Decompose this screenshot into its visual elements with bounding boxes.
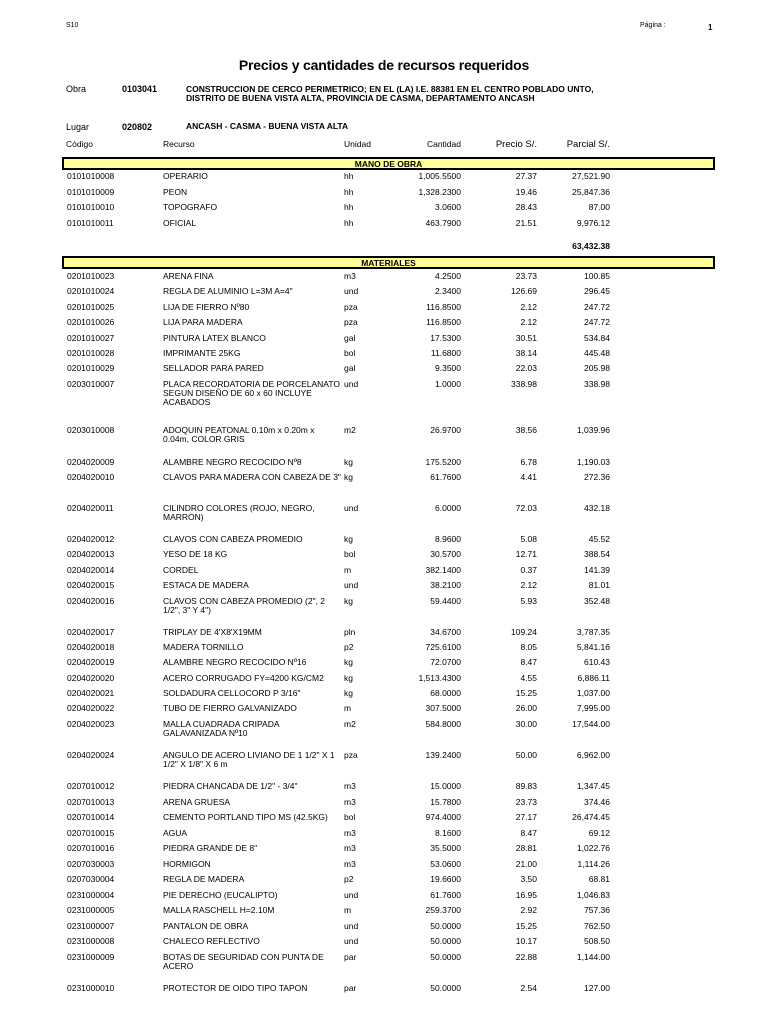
resource-quantity: 9.3500 xyxy=(435,363,461,373)
resource-unit: m3 xyxy=(344,781,356,791)
resource-code: 0201010029 xyxy=(67,363,115,373)
resource-code: 0204020023 xyxy=(67,719,115,729)
document-code: S10 xyxy=(66,22,79,29)
resource-price: 8.05 xyxy=(520,642,537,652)
resource-description: ESTACA DE MADERA xyxy=(163,580,249,590)
resource-price: 5.08 xyxy=(520,534,537,544)
resource-quantity: 974.4000 xyxy=(425,812,461,822)
column-header-code: Código xyxy=(66,139,93,149)
resource-description: TRIPLAY DE 4'X8'X19MM xyxy=(163,627,262,637)
resource-unit: m xyxy=(344,905,352,915)
resource-description: TUBO DE FIERRO GALVANIZADO xyxy=(163,703,297,713)
resource-partial: 45.52 xyxy=(588,534,610,544)
resource-price: 38.56 xyxy=(515,425,537,435)
resource-partial: 81.01 xyxy=(588,580,610,590)
resource-description: CLAVOS CON CABEZA PROMEDIO (2", 2 1/2", 3" Y 4") xyxy=(163,596,326,615)
resource-code: 0204020024 xyxy=(67,750,115,760)
resource-price: 2.12 xyxy=(520,580,537,590)
resource-description: PIEDRA CHANCADA DE 1/2" - 3/4" xyxy=(163,781,298,791)
resource-unit: pza xyxy=(344,302,358,312)
resource-description: ALAMBRE NEGRO RECOCIDO Nº8 xyxy=(163,457,302,467)
obra-description-line1: CONSTRUCCION DE CERCO PERIMETRICO; EN EL (LA) I.E. 88381 EN EL CENTRO POBLADO UNTO, xyxy=(186,84,594,94)
resource-partial: 100.85 xyxy=(584,271,610,281)
resource-partial: 1,190.03 xyxy=(576,457,610,467)
resource-price: 22.88 xyxy=(515,952,537,962)
resource-description: SOLDADURA CELLOCORD P 3/16" xyxy=(163,688,301,698)
resource-partial: 352.48 xyxy=(584,596,610,606)
resource-price: 23.73 xyxy=(515,271,537,281)
resource-unit: pln xyxy=(344,627,356,637)
resource-description: REGLA DE ALUMINIO L=3M A=4" xyxy=(163,286,293,296)
resource-code: 0201010028 xyxy=(67,348,115,358)
resource-quantity: 72.0700 xyxy=(430,657,461,667)
resource-description: IMPRIMANTE 25KG xyxy=(163,348,241,358)
resource-price: 126.69 xyxy=(511,286,537,296)
resource-code: 0201010025 xyxy=(67,302,115,312)
resource-code: 0207010016 xyxy=(67,843,115,853)
resource-description: CORDEL xyxy=(163,565,199,575)
resource-code: 0204020014 xyxy=(67,565,115,575)
resource-unit: p2 xyxy=(344,874,354,884)
resource-unit: bol xyxy=(344,348,356,358)
resource-partial: 610.43 xyxy=(584,657,610,667)
resource-partial: 26,474.45 xyxy=(572,812,610,822)
resource-quantity: 6.0000 xyxy=(435,503,461,513)
obra-code: 0103041 xyxy=(122,84,158,94)
resource-unit: bol xyxy=(344,549,356,559)
resource-code: 0207030003 xyxy=(67,859,115,869)
resource-description: REGLA DE MADERA xyxy=(163,874,245,884)
resource-unit: m2 xyxy=(344,719,356,729)
resource-description: PLACA RECORDATORIA DE PORCELANATO SEGUN DISEÑO DE 60 x 60 INCLUYE ACABADOS xyxy=(163,379,340,407)
resource-quantity: 8.9600 xyxy=(435,534,461,544)
resource-code: 0204020011 xyxy=(67,503,114,513)
resource-unit: kg xyxy=(344,673,353,683)
resource-price: 2.12 xyxy=(520,302,537,312)
resource-unit: und xyxy=(344,580,359,590)
resource-code: 0204020022 xyxy=(67,703,115,713)
resource-description: CILINDRO COLORES (ROJO, NEGRO, MARRON) xyxy=(163,503,315,522)
resource-description: PINTURA LATEX BLANCO xyxy=(163,333,266,343)
resource-price: 4.41 xyxy=(520,472,537,482)
resource-partial: 247.72 xyxy=(584,317,610,327)
resource-unit: und xyxy=(344,286,359,296)
resource-partial: 3,787.35 xyxy=(576,627,610,637)
resource-code: 0204020019 xyxy=(67,657,115,667)
resource-partial: 296.45 xyxy=(584,286,610,296)
resource-code: 0207030004 xyxy=(67,874,115,884)
resource-unit: pza xyxy=(344,750,358,760)
resource-code: 0231000004 xyxy=(67,890,115,900)
resource-price: 5.93 xyxy=(520,596,537,606)
resource-code: 0207010014 xyxy=(67,812,115,822)
resource-quantity: 59.4400 xyxy=(430,596,461,606)
resource-code: 0201010023 xyxy=(67,271,115,281)
resource-quantity: 15.7800 xyxy=(430,797,461,807)
resource-quantity: 116.8500 xyxy=(426,317,461,327)
resource-price: 12.71 xyxy=(515,549,537,559)
resource-description: TOPOGRAFO xyxy=(163,202,218,212)
resource-code: 0204020018 xyxy=(67,642,115,652)
resource-description: PIE DERECHO (EUCALIPTO) xyxy=(163,890,278,900)
resource-code: 0204020009 xyxy=(67,457,115,467)
resource-quantity: 68.0000 xyxy=(430,688,461,698)
resource-code: 0203010008 xyxy=(67,425,115,435)
resource-code: 0101010008 xyxy=(67,171,115,181)
resource-unit: gal xyxy=(344,363,356,373)
resource-quantity: 139.2400 xyxy=(425,750,461,760)
resource-description: CHALECO REFLECTIVO xyxy=(163,936,260,946)
resource-unit: und xyxy=(344,890,359,900)
column-header-quantity: Cantidad xyxy=(426,139,461,149)
resource-quantity: 53.0600 xyxy=(430,859,461,869)
resource-unit: kg xyxy=(344,596,353,606)
page-title: Precios y cantidades de recursos requeridos xyxy=(238,57,530,73)
resource-unit: kg xyxy=(344,688,353,698)
resource-price: 23.73 xyxy=(515,797,537,807)
resource-description: CLAVOS PARA MADERA CON CABEZA DE 3" xyxy=(163,472,341,482)
resource-description: CLAVOS CON CABEZA PROMEDIO xyxy=(163,534,303,544)
resource-description: MALLA CUADRADA CRIPADA GALAVANIZADA Nº10 xyxy=(163,719,280,738)
resource-quantity: 38.2100 xyxy=(430,580,461,590)
resource-price: 15.25 xyxy=(515,921,537,931)
resource-description: PIEDRA GRANDE DE 8" xyxy=(163,843,258,853)
resource-partial: 68.81 xyxy=(588,874,610,884)
resource-partial: 6,962.00 xyxy=(576,750,610,760)
resource-unit: m xyxy=(344,703,352,713)
resource-price: 28.81 xyxy=(515,843,537,853)
resource-partial: 1,039.96 xyxy=(576,425,610,435)
resource-description: ACERO CORRUGADO FY=4200 KG/CM2 xyxy=(163,673,324,683)
resource-partial: 205.98 xyxy=(584,363,610,373)
resource-price: 22.03 xyxy=(515,363,537,373)
resource-unit: m xyxy=(344,565,352,575)
resource-description: AGUA xyxy=(163,828,188,838)
resource-quantity: 382.1400 xyxy=(425,565,461,575)
resource-unit: pza xyxy=(344,317,358,327)
resource-description: MALLA RASCHELL H=2.10M xyxy=(163,905,275,915)
resource-description: LIJA DE FIERRO Nº80 xyxy=(163,302,250,312)
resource-partial: 508.50 xyxy=(584,936,610,946)
resource-unit: hh xyxy=(344,218,354,228)
resource-unit: kg xyxy=(344,534,353,544)
resource-price: 338.98 xyxy=(511,379,537,389)
resource-description: PEON xyxy=(163,187,188,197)
resource-price: 38.14 xyxy=(515,348,537,358)
resource-price: 6.78 xyxy=(520,457,537,467)
resource-description: BOTAS DE SEGURIDAD CON PUNTA DE ACERO xyxy=(163,952,324,971)
resource-unit: par xyxy=(344,983,357,993)
resource-price: 72.03 xyxy=(515,503,537,513)
resource-quantity: 34.6700 xyxy=(430,627,461,637)
resource-price: 2.54 xyxy=(520,983,537,993)
resource-unit: und xyxy=(344,921,359,931)
resource-code: 0231000010 xyxy=(67,983,115,993)
resource-price: 19.46 xyxy=(515,187,537,197)
resource-quantity: 50.0000 xyxy=(430,983,461,993)
resource-quantity: 2.3400 xyxy=(435,286,461,296)
resource-unit: und xyxy=(344,503,359,513)
mano-de-obra-subtotal: 63,432.38 xyxy=(572,241,610,251)
resource-quantity: 259.3700 xyxy=(425,905,461,915)
resource-quantity: 50.0000 xyxy=(430,921,461,931)
resource-price: 109.24 xyxy=(511,627,537,637)
resource-code: 0231000005 xyxy=(67,905,115,915)
section-mano-de-obra: MANO DE OBRA xyxy=(62,157,715,170)
resource-unit: und xyxy=(344,936,359,946)
resource-quantity: 50.0000 xyxy=(430,936,461,946)
resource-unit: m3 xyxy=(344,271,356,281)
resource-partial: 1,114.26 xyxy=(577,859,610,869)
resource-price: 89.83 xyxy=(515,781,537,791)
resource-quantity: 175.5200 xyxy=(425,457,461,467)
resource-partial: 127.00 xyxy=(584,983,610,993)
resource-price: 27.37 xyxy=(515,171,537,181)
resource-code: 0231000008 xyxy=(67,936,115,946)
resource-code: 0231000009 xyxy=(67,952,115,962)
resource-quantity: 1,328.2300 xyxy=(418,187,461,197)
resource-unit: m3 xyxy=(344,828,356,838)
resource-quantity: 61.7600 xyxy=(430,890,461,900)
resource-unit: m3 xyxy=(344,797,356,807)
lugar-label: Lugar xyxy=(66,122,90,132)
resource-quantity: 19.6600 xyxy=(430,874,461,884)
resource-quantity: 26.9700 xyxy=(430,425,461,435)
resource-code: 0207010013 xyxy=(67,797,115,807)
resource-code: 0204020013 xyxy=(67,549,115,559)
resource-description: OFICIAL xyxy=(163,218,197,228)
resource-description: HORMIGON xyxy=(163,859,211,869)
resource-quantity: 15.0000 xyxy=(430,781,461,791)
resource-partial: 247.72 xyxy=(584,302,610,312)
resource-quantity: 463.7900 xyxy=(425,218,461,228)
resource-partial: 7,995.00 xyxy=(576,703,610,713)
resource-price: 2.92 xyxy=(520,905,537,915)
resource-quantity: 50.0000 xyxy=(430,952,461,962)
resource-unit: p2 xyxy=(344,642,354,652)
resource-code: 0203010007 xyxy=(67,379,115,389)
resource-price: 15.25 xyxy=(515,688,537,698)
resource-partial: 27,521.90 xyxy=(572,171,610,181)
resource-quantity: 17.5300 xyxy=(430,333,461,343)
obra-description-line2: DISTRITO DE BUENA VISTA ALTA, PROVINCIA DE CASMA, DEPARTAMENTO ANCASH xyxy=(186,93,535,103)
resource-description: YESO DE 18 KG xyxy=(163,549,228,559)
resource-unit: kg xyxy=(344,457,353,467)
resource-code: 0204020020 xyxy=(67,673,115,683)
resource-unit: hh xyxy=(344,187,354,197)
lugar-code: 020802 xyxy=(122,122,153,132)
resource-quantity: 11.6800 xyxy=(430,348,461,358)
resource-description: SELLADOR PARA PARED xyxy=(163,363,264,373)
resource-code: 0201010026 xyxy=(67,317,115,327)
resource-price: 8.47 xyxy=(520,828,537,838)
column-header-unit: Unidad xyxy=(344,139,371,149)
resource-unit: m2 xyxy=(344,425,356,435)
resource-price: 21.51 xyxy=(515,218,537,228)
resource-unit: hh xyxy=(344,171,354,181)
resource-partial: 1,046.83 xyxy=(576,890,610,900)
resource-description: ADOQUIN PEATONAL 0.10m x 0.20m x 0.04m, COLOR GRIS xyxy=(163,425,315,444)
resource-price: 30.51 xyxy=(515,333,537,343)
resource-description: CEMENTO PORTLAND TIPO MS (42.5KG) xyxy=(163,812,328,822)
resource-price: 21.00 xyxy=(515,859,537,869)
resource-code: 0204020017 xyxy=(67,627,115,637)
resource-price: 50.00 xyxy=(515,750,537,760)
resource-quantity: 30.5700 xyxy=(430,549,461,559)
resource-description: MADERA TORNILLO xyxy=(163,642,244,652)
resource-code: 0204020010 xyxy=(67,472,115,482)
resource-code: 0207010012 xyxy=(67,781,115,791)
resource-unit: m3 xyxy=(344,859,356,869)
resource-description: ARENA FINA xyxy=(163,271,214,281)
resource-price: 8.47 xyxy=(520,657,537,667)
resource-partial: 17,544.00 xyxy=(572,719,610,729)
resource-price: 26.00 xyxy=(515,703,537,713)
resource-partial: 1,022.76 xyxy=(576,843,610,853)
page-number: 1 xyxy=(708,23,713,32)
resource-unit: kg xyxy=(344,472,353,482)
column-header-resource: Recurso xyxy=(163,139,195,149)
resource-quantity: 3.0600 xyxy=(435,202,461,212)
resource-partial: 1,037.00 xyxy=(576,688,610,698)
resource-partial: 374.46 xyxy=(584,797,610,807)
resource-price: 0.37 xyxy=(520,565,537,575)
resource-price: 30.00 xyxy=(515,719,537,729)
resource-quantity: 725.6100 xyxy=(425,642,461,652)
resource-quantity: 116.8500 xyxy=(426,302,461,312)
section-materiales: MATERIALES xyxy=(62,256,715,269)
resource-code: 0231000007 xyxy=(67,921,115,931)
resource-code: 0204020021 xyxy=(67,688,115,698)
resource-price: 2.12 xyxy=(520,317,537,327)
resource-partial: 25,847.36 xyxy=(572,187,610,197)
resource-partial: 338.98 xyxy=(584,379,610,389)
column-header-price: Precio S/. xyxy=(495,139,537,150)
resource-quantity: 35.5000 xyxy=(430,843,461,853)
resource-code: 0201010027 xyxy=(67,333,115,343)
resource-code: 0204020015 xyxy=(67,580,115,590)
resource-quantity: 1,005.5500 xyxy=(418,171,461,181)
resource-description: ARENA GRUESA xyxy=(163,797,231,807)
resource-description: PANTALON DE OBRA xyxy=(163,921,249,931)
resource-description: PROTECTOR DE OIDO TIPO TAPON xyxy=(163,983,308,993)
resource-partial: 141.39 xyxy=(584,565,610,575)
resource-unit: und xyxy=(344,379,359,389)
resource-price: 4.55 xyxy=(520,673,537,683)
resource-price: 28.43 xyxy=(515,202,537,212)
resource-unit: gal xyxy=(344,333,356,343)
resource-unit: par xyxy=(344,952,357,962)
lugar-description: ANCASH - CASMA - BUENA VISTA ALTA xyxy=(186,121,349,131)
resource-code: 0204020012 xyxy=(67,534,115,544)
resource-price: 10.17 xyxy=(515,936,537,946)
resource-unit: kg xyxy=(344,657,353,667)
resource-quantity: 307.5000 xyxy=(425,703,461,713)
resource-price: 27.17 xyxy=(515,812,537,822)
resource-code: 0101010010 xyxy=(67,202,115,212)
resource-partial: 87.00 xyxy=(588,202,610,212)
resource-description: LIJA PARA MADERA xyxy=(163,317,243,327)
page-label: Página : xyxy=(640,22,666,29)
obra-label: Obra xyxy=(66,84,87,94)
resource-code: 0101010011 xyxy=(67,218,114,228)
resource-partial: 1,144.00 xyxy=(576,952,610,962)
resource-partial: 272.36 xyxy=(584,472,610,482)
resource-price: 16.95 xyxy=(515,890,537,900)
resource-quantity: 8.1600 xyxy=(435,828,461,838)
resource-partial: 757.36 xyxy=(584,905,610,915)
resource-unit: bol xyxy=(344,812,356,822)
resource-partial: 432.18 xyxy=(584,503,610,513)
resource-quantity: 584.8000 xyxy=(425,719,461,729)
resource-partial: 5,841.16 xyxy=(576,642,610,652)
resource-price: 3.50 xyxy=(520,874,537,884)
resource-quantity: 4.2500 xyxy=(435,271,461,281)
resource-code: 0201010024 xyxy=(67,286,115,296)
resource-partial: 1,347.45 xyxy=(576,781,610,791)
resource-code: 0204020016 xyxy=(67,596,115,606)
resource-partial: 6,886.11 xyxy=(577,673,610,683)
resource-code: 0101010009 xyxy=(67,187,115,197)
resource-unit: hh xyxy=(344,202,354,212)
resource-partial: 388.54 xyxy=(584,549,610,559)
resource-partial: 534.84 xyxy=(584,333,610,343)
resource-quantity: 1,513.4300 xyxy=(418,673,461,683)
resource-partial: 69.12 xyxy=(588,828,610,838)
resource-quantity: 61.7600 xyxy=(430,472,461,482)
resource-partial: 9,976.12 xyxy=(576,218,610,228)
resource-unit: m3 xyxy=(344,843,356,853)
resource-description: ALAMBRE NEGRO RECOCIDO Nº16 xyxy=(163,657,307,667)
resource-code: 0207010015 xyxy=(67,828,115,838)
resource-description: ANGULO DE ACERO LIVIANO DE 1 1/2" X 1 1/2" X 1/8" X 6 m xyxy=(163,750,335,769)
resource-partial: 445.48 xyxy=(584,348,610,358)
resource-quantity: 1.0000 xyxy=(435,379,461,389)
column-header-partial: Parcial S/. xyxy=(566,139,610,150)
resource-partial: 762.50 xyxy=(584,921,610,931)
resource-description: OPERARIO xyxy=(163,171,208,181)
